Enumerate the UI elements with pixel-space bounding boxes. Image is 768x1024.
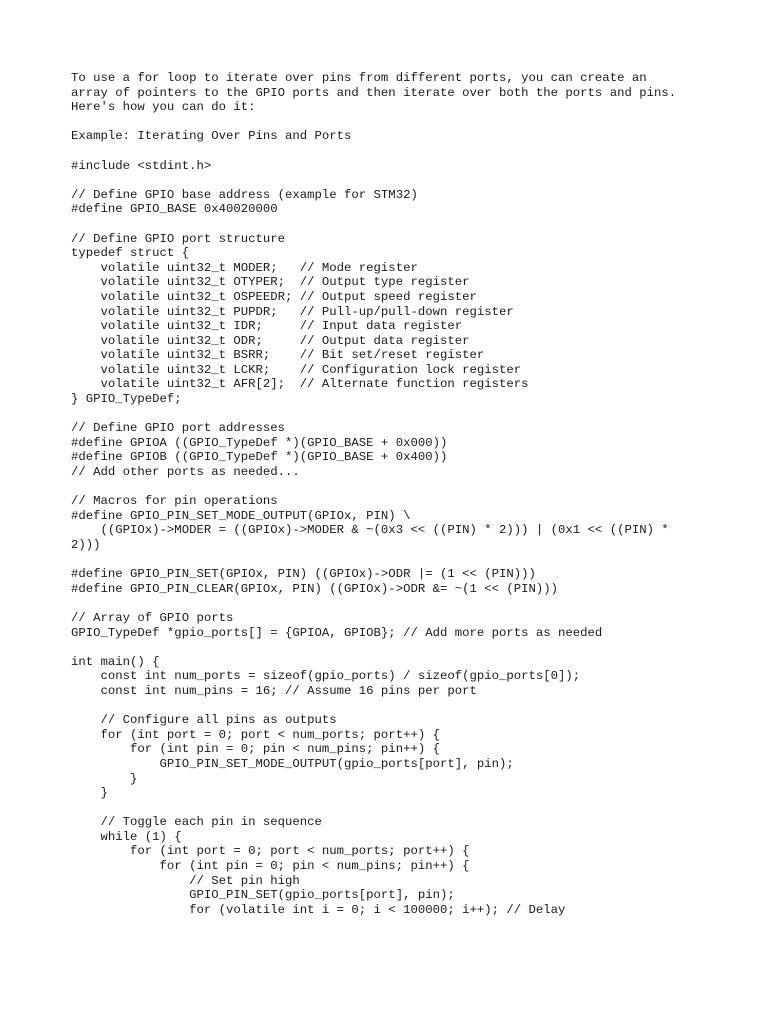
code-line: 2))) (71, 538, 101, 552)
code-line: int main() { (71, 654, 160, 669)
code-line: const int num_pins = 16; // Assume 16 pins per port (71, 683, 477, 698)
code-block (71, 815, 711, 917)
code-line: // Define GPIO base address (example for STM32) (71, 187, 418, 202)
code-line: // Macros for pin operations (71, 494, 278, 509)
code-line: #define GPIO_PIN_CLEAR(GPIOx, PIN) ((GPIOx)->ODR &= ~(1 << (PIN))) (71, 581, 559, 596)
code-line: // Configure all pins as outputs (71, 713, 337, 728)
code-line: volatile uint32_t PUPDR; // Pull-up/pull-down register (71, 304, 514, 319)
code-line: } (71, 771, 138, 786)
code-block (71, 567, 711, 596)
code-block (71, 494, 711, 552)
code-line: volatile uint32_t IDR; // Input data register (71, 319, 463, 334)
code-line: ((GPIOx)->MODER = ((GPIOx)->MODER & ~(0x3 << ((PIN) * 2))) | (0x1 << ((PIN) * (71, 523, 669, 538)
code-block (71, 188, 711, 217)
code-block (71, 421, 711, 479)
code-line: GPIO_TypeDef *gpio_ports[] = {GPIOA, GPIOB}; // Add more ports as needed (71, 625, 603, 640)
code-line: GPIO_PIN_SET(gpio_ports[port], pin); (71, 888, 455, 903)
code-block (71, 713, 711, 801)
code-line: #define GPIOB ((GPIO_TypeDef *)(GPIO_BASE + 0x400)) (71, 450, 448, 465)
code-line: volatile uint32_t OTYPER; // Output type register (71, 275, 470, 290)
code-line: // Array of GPIO ports (71, 610, 234, 625)
code-line: for (int port = 0; port < num_ports; port++) { (71, 844, 470, 859)
intro-paragraph (71, 71, 711, 115)
code-listing (71, 159, 711, 918)
code-line: #define GPIO_PIN_SET(GPIOx, PIN) ((GPIOx)->ODR |= (1 << (PIN))) (71, 567, 536, 582)
code-line: volatile uint32_t BSRR; // Bit set/reset register (71, 348, 485, 363)
example-heading: Example: Iterating Over Pins and Ports (71, 129, 352, 144)
code-line: #define GPIOA ((GPIO_TypeDef *)(GPIO_BASE + 0x000)) (71, 435, 448, 450)
code-line: #define GPIO_BASE 0x40020000 (71, 202, 278, 217)
code-line: const int num_ports = sizeof(gpio_ports) / sizeof(gpio_ports[0]); (71, 669, 581, 684)
code-block (71, 611, 711, 640)
intro-line: Here's how you can do it: (71, 100, 256, 115)
code-line: volatile uint32_t ODR; // Output data register (71, 333, 470, 348)
code-line: GPIO_PIN_SET_MODE_OUTPUT(gpio_ports[port], pin); (71, 756, 514, 771)
code-block (71, 232, 711, 407)
document-page (71, 71, 711, 917)
code-line: // Toggle each pin in sequence (71, 815, 322, 830)
code-line: volatile uint32_t MODER; // Mode register (71, 260, 418, 275)
code-line: volatile uint32_t AFR[2]; // Alternate function registers (71, 377, 529, 392)
intro-line: array of pointers to the GPIO ports and then iterate over both the ports and pins. (71, 85, 677, 100)
code-line: for (volatile int i = 0; i < 100000; i++); // Delay (71, 902, 566, 917)
code-line: for (int port = 0; port < num_ports; port++) { (71, 727, 440, 742)
code-line: } (71, 786, 108, 801)
code-line: volatile uint32_t LCKR; // Configuration lock register (71, 362, 522, 377)
code-line: } GPIO_TypeDef; (71, 392, 182, 407)
code-line: // Define GPIO port structure (71, 231, 286, 246)
code-line: volatile uint32_t OSPEEDR; // Output speed register (71, 289, 477, 304)
code-line: for (int pin = 0; pin < num_pins; pin++) { (71, 742, 440, 757)
intro-line: To use a for loop to iterate over pins from different ports, you can create an (71, 71, 647, 85)
code-block (71, 655, 711, 699)
code-line: for (int pin = 0; pin < num_pins; pin++) { (71, 859, 470, 874)
code-block (71, 159, 711, 174)
code-line: // Add other ports as needed... (71, 465, 300, 480)
code-line: while (1) { (71, 829, 182, 844)
code-line: typedef struct { (71, 246, 190, 261)
code-line: #define GPIO_PIN_SET_MODE_OUTPUT(GPIOx, PIN) \ (71, 508, 411, 523)
code-line: // Set pin high (71, 873, 300, 888)
code-line: #include <stdint.h> (71, 158, 212, 173)
code-line: // Define GPIO port addresses (71, 421, 286, 436)
